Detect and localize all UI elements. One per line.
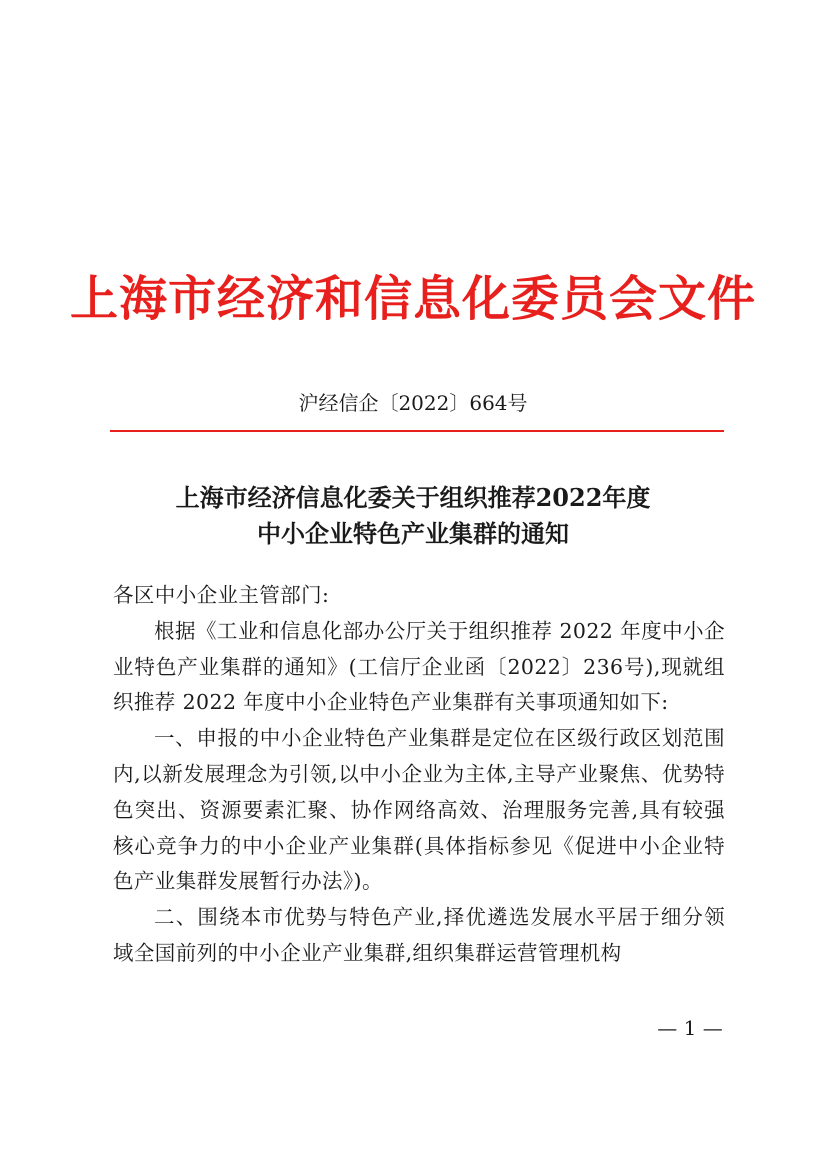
body-paragraph: 根据《工业和信息化部办公厅关于组织推荐 2022 年度中小企业特色产业集群的通知》(工信厅企业函〔2022〕236号),现就组织推荐 2022 年度中小企业特色产业集群有关事项通知如下:	[113, 618, 725, 715]
notice-title-line-2: 中小企业特色产业集群的通知	[257, 519, 569, 548]
document-number: 沪经信企〔2022〕664号	[298, 391, 528, 415]
salutation: 各区中小企业主管部门:	[113, 583, 330, 607]
body-paragraph: 二、围绕本市优势与特色产业,择优遴选发展水平居于细分领域全国前列的中小企业产业集群,组织集群运营管理机构	[113, 905, 725, 965]
document-header-title: 上海市经济和信息化委员会文件	[69, 271, 756, 327]
document-body	[113, 578, 725, 972]
page-number: — 1 —	[657, 1016, 723, 1040]
body-paragraph: 一、申报的中小企业特色产业集群是定位在区级行政区划范围内,以新发展理念为引领,以中小企业为主体,主导产业聚焦、优势特色突出、资源要素汇聚、协作网络高效、治理服务完善,具有较强核心竞争力的中小企业产业集群(具体指标参见《促进中小企业特色产业集群发展暂行办法》)。	[113, 726, 725, 894]
notice-title-line-1: 上海市经济信息化委关于组织推荐2022年度	[175, 483, 651, 512]
red-divider-line	[110, 430, 724, 432]
